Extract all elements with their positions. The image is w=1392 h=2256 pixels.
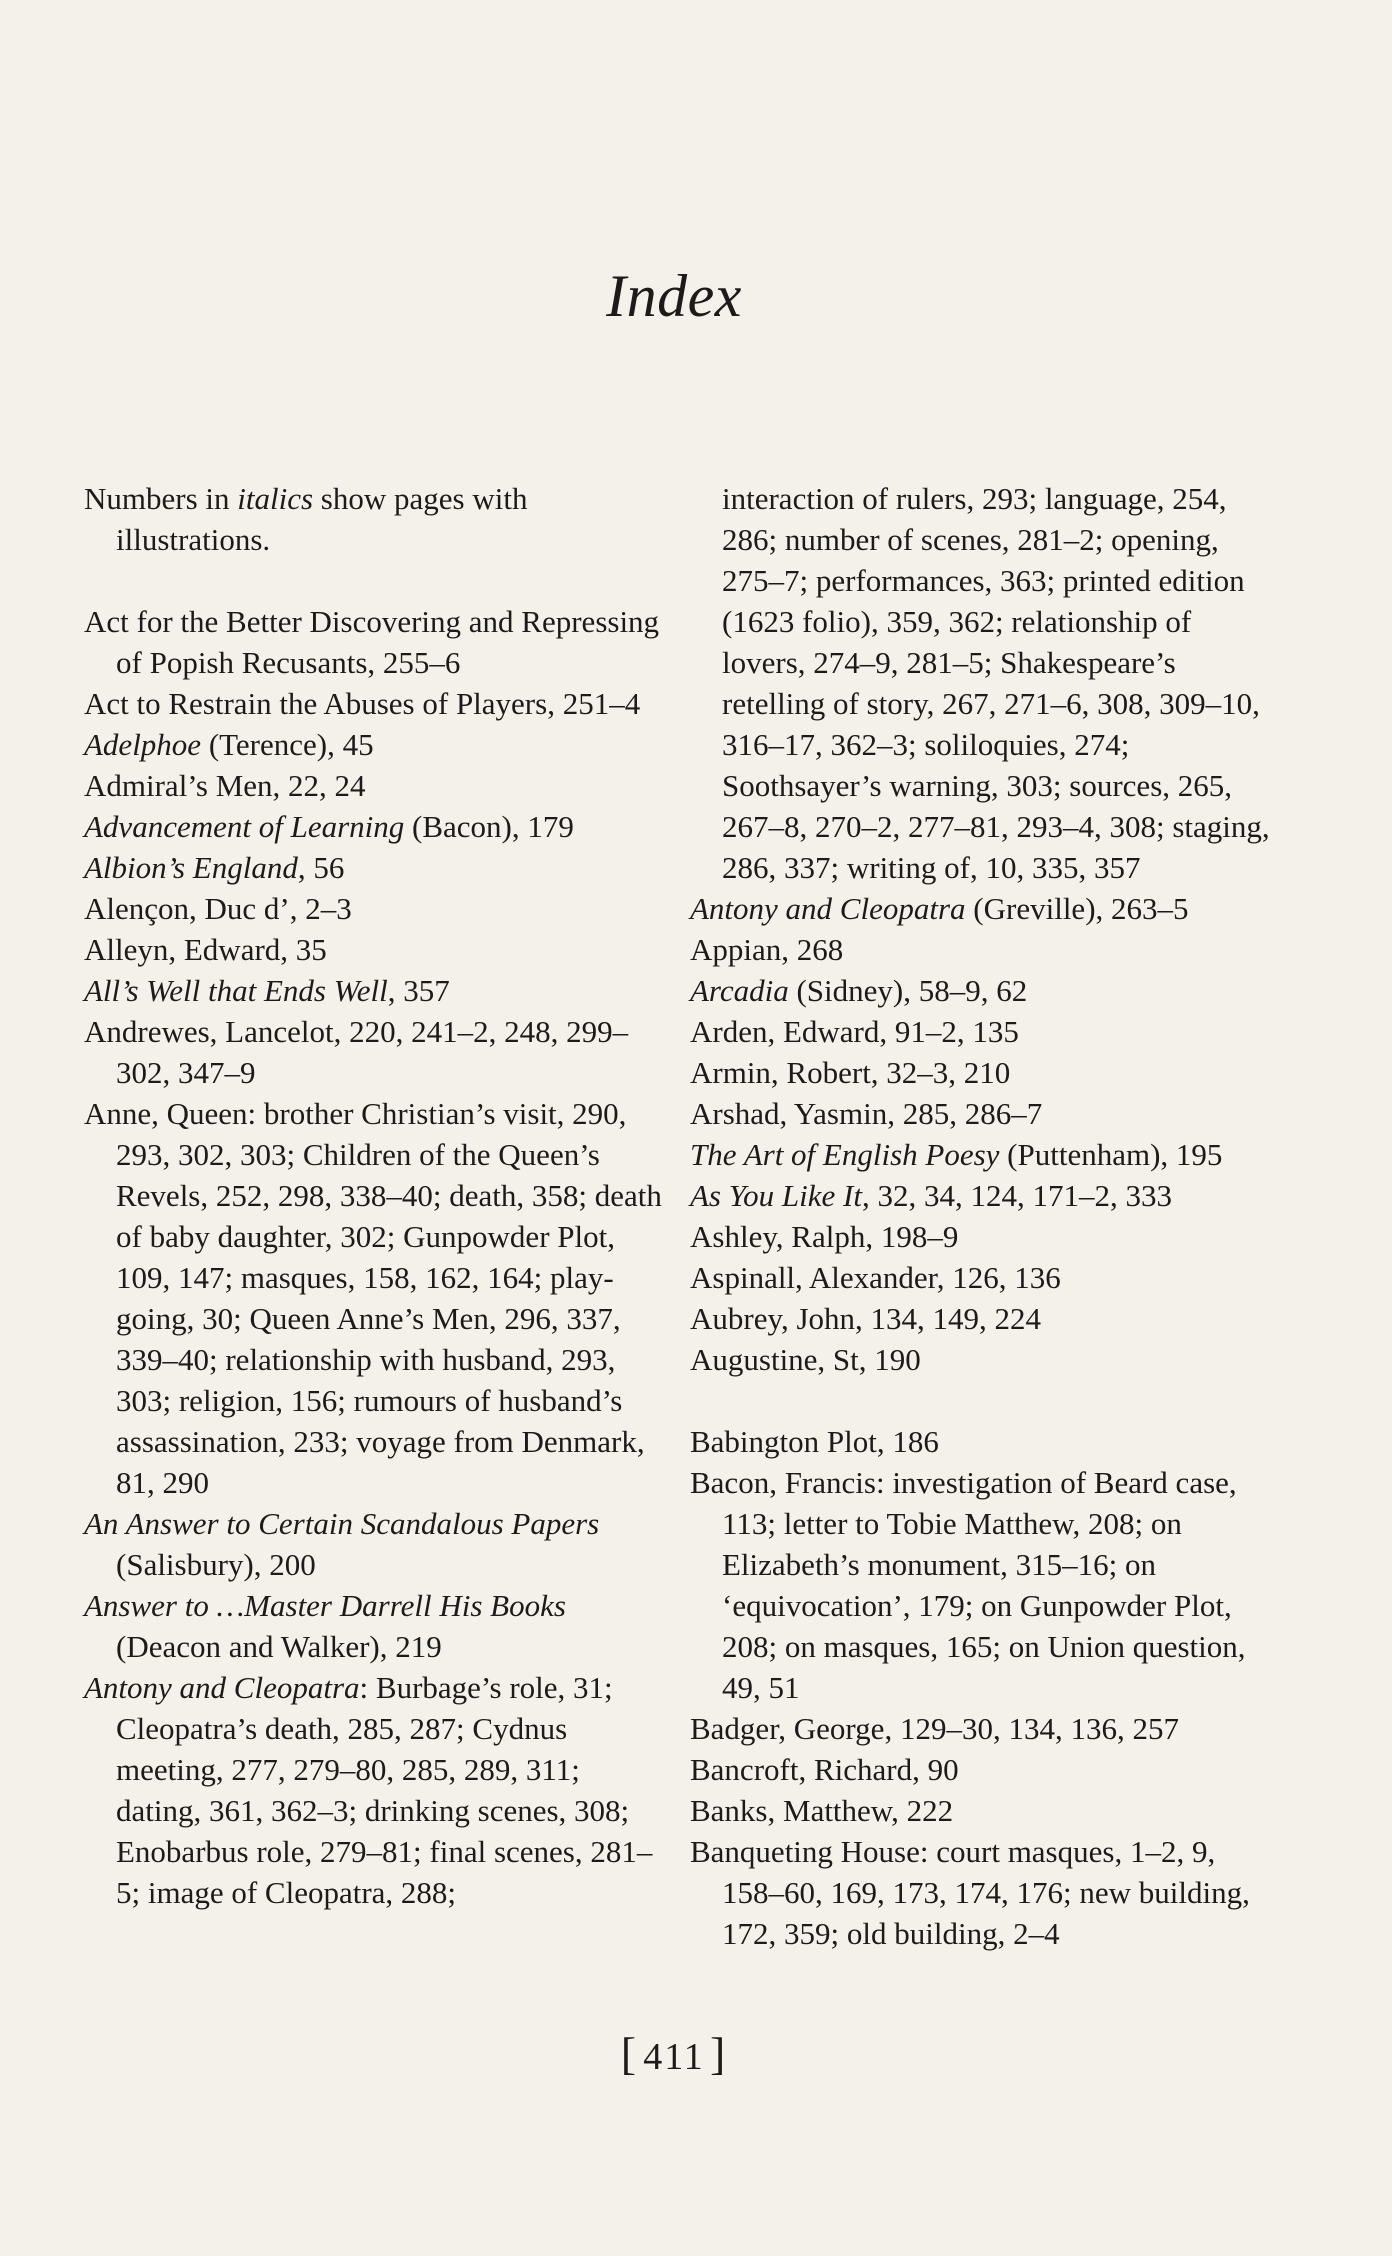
entry-text: (Puttenham), 195 (999, 1137, 1223, 1172)
entry-title-italic: The Art of English Poesy (690, 1137, 1000, 1172)
index-entry (84, 1093, 664, 1503)
entry-text: (Terence), 45 (201, 727, 374, 762)
entry-title-italic: Antony and Cleopatra (84, 1670, 360, 1705)
index-entry (690, 1052, 1270, 1093)
entry-text: Badger, George, 129–30, 134, 136, 257 (690, 1711, 1179, 1746)
index-entry (690, 1749, 1270, 1790)
index-entry (84, 847, 664, 888)
entry-title-italic: Advancement of Learning (84, 809, 405, 844)
index-entry (84, 724, 664, 765)
entry-title-italic: As You Like It (690, 1178, 862, 1213)
right-bracket: ] (709, 2028, 728, 2079)
entry-title-italic: Answer to …Master Darrell His Books (84, 1588, 566, 1623)
index-entry (690, 1708, 1270, 1749)
entry-text: interaction of rulers, 293; language, 254, 286; number of scenes, 281–2; opening, 275–7; performances, 363; printed edition (1623 folio), 359, 362; relationship of lovers, 274–9, 281–5; Shakespeare’s retelling of story, 267, 271–6, 308, 309–10, 316–17, 362–3; soliloquies, 274; Soothsayer’s warning, 303; sources, 265, 267–8, 270–2, 277–81, 293–4, 308; staging, 286, 337; writing of, 10, 335, 357 (722, 481, 1270, 885)
index-entry-continued (690, 478, 1270, 888)
entry-text: (Salisbury), 200 (116, 1547, 316, 1582)
index-entry (84, 1503, 664, 1585)
index-entry (690, 929, 1270, 970)
entry-text: Anne, Queen: brother Christian’s visit, 290, 293, 302, 303; Children of the Queen’s Revels, 252, 298, 338–40; death, 358; death of baby daughter, 302; Gunpowder Plot, 109, 147; masques, 158, 162, 164; play-going, 30; Queen Anne’s Men, 296, 337, 339–40; relationship with husband, 293, 303; religion, 156; rumours of husband’s assassination, 233; voyage from Denmark, 81, 290 (84, 1096, 662, 1500)
index-entry (690, 1790, 1270, 1831)
entry-text: (Greville), 263–5 (965, 891, 1189, 926)
entry-text: Arshad, Yasmin, 285, 286–7 (690, 1096, 1043, 1131)
index-entry (690, 1462, 1270, 1708)
entry-text: Appian, 268 (690, 932, 844, 967)
entry-text: (Bacon), 179 (404, 809, 574, 844)
index-entry (84, 970, 664, 1011)
entry-title-italic: Arcadia (690, 973, 789, 1008)
index-entry (84, 1585, 664, 1667)
entry-text: Banks, Matthew, 222 (690, 1793, 954, 1828)
index-entry (84, 888, 664, 929)
page-number-value: 411 (643, 2036, 705, 2078)
page-title: Index (606, 263, 742, 329)
entry-text: (Deacon and Walker), 219 (116, 1629, 442, 1664)
index-entry (690, 1831, 1270, 1954)
index-column-left (84, 478, 664, 1913)
entry-text: Alençon, Duc d’, 2–3 (84, 891, 352, 926)
index-entry (84, 765, 664, 806)
index-entry (690, 1298, 1270, 1339)
entry-title-italic: All’s Well that Ends Well (84, 973, 388, 1008)
entry-text: Aspinall, Alexander, 126, 136 (690, 1260, 1061, 1295)
index-entry (84, 929, 664, 970)
index-column-right (690, 478, 1270, 1954)
entry-text: Ashley, Ralph, 198–9 (690, 1219, 959, 1254)
entry-text: Act to Restrain the Abuses of Players, 251–4 (84, 686, 641, 721)
entry-text: Alleyn, Edward, 35 (84, 932, 327, 967)
index-entry (690, 1093, 1270, 1134)
entry-title-italic: Antony and Cleopatra (690, 891, 966, 926)
entry-text: Act for the Better Discovering and Repressing of Popish Recusants, 255–6 (84, 604, 660, 680)
entry-text: Bacon, Francis: investigation of Beard case, 113; letter to Tobie Matthew, 208; on Elizabeth’s monument, 315–16; on ‘equivocation’, 179; on Gunpowder Plot, 208; on masques, 165; on Union question, 49, 51 (690, 1465, 1246, 1705)
entry-text: Augustine, St, 190 (690, 1342, 921, 1377)
index-entry (690, 1257, 1270, 1298)
entry-text: Banqueting House: court masques, 1–2, 9, 158–60, 169, 173, 174, 176; new building, 172, 359; old building, 2–4 (690, 1834, 1250, 1951)
index-entry (690, 1134, 1270, 1175)
entry-text: Andrewes, Lancelot, 220, 241–2, 248, 299–302, 347–9 (84, 1014, 629, 1090)
entry-title-italic: italics (237, 481, 314, 516)
entry-text: , 357 (387, 973, 450, 1008)
entry-text: Arden, Edward, 91–2, 135 (690, 1014, 1019, 1049)
entry-text: Admiral’s Men, 22, 24 (84, 768, 366, 803)
index-entry (84, 1011, 664, 1093)
index-entry (690, 888, 1270, 929)
entry-text: : Burbage’s role, 31; Cleopatra’s death, 285, 287; Cydnus meeting, 277, 279–80, 285, 289, 311; dating, 361, 362–3; drinking scenes, 308; Enobarbus role, 279–81; final scenes, 281–5; image of Cleopatra, 288; (116, 1670, 653, 1910)
entry-text: Babington Plot, 186 (690, 1424, 939, 1459)
page-number (0, 2027, 1348, 2080)
entry-text: , 56 (297, 850, 345, 885)
index-entry (84, 478, 664, 560)
index-entry (84, 1667, 664, 1913)
entry-title-italic: Albion’s England (84, 850, 298, 885)
entry-text: Aubrey, John, 134, 149, 224 (690, 1301, 1042, 1336)
index-entry (690, 970, 1270, 1011)
entry-title-italic: An Answer to Certain Scandalous Papers (84, 1506, 600, 1541)
index-entry (690, 1339, 1270, 1380)
index-entry (84, 806, 664, 847)
entry-text: (Sidney), 58–9, 62 (788, 973, 1028, 1008)
index-entry (690, 1175, 1270, 1216)
index-entry (690, 1216, 1270, 1257)
entry-text: , 32, 34, 124, 171–2, 333 (861, 1178, 1172, 1213)
index-entry (84, 683, 664, 724)
index-entry (690, 1421, 1270, 1462)
entry-text: show pages with illustrations. (116, 481, 528, 557)
entry-text: Bancroft, Richard, 90 (690, 1752, 959, 1787)
index-entry (690, 1011, 1270, 1052)
left-bracket: [ (620, 2028, 639, 2079)
entry-title-italic: Adelphoe (84, 727, 202, 762)
entry-text: Armin, Robert, 32–3, 210 (690, 1055, 1011, 1090)
index-entry (84, 601, 664, 683)
entry-text: Numbers in (84, 481, 238, 516)
